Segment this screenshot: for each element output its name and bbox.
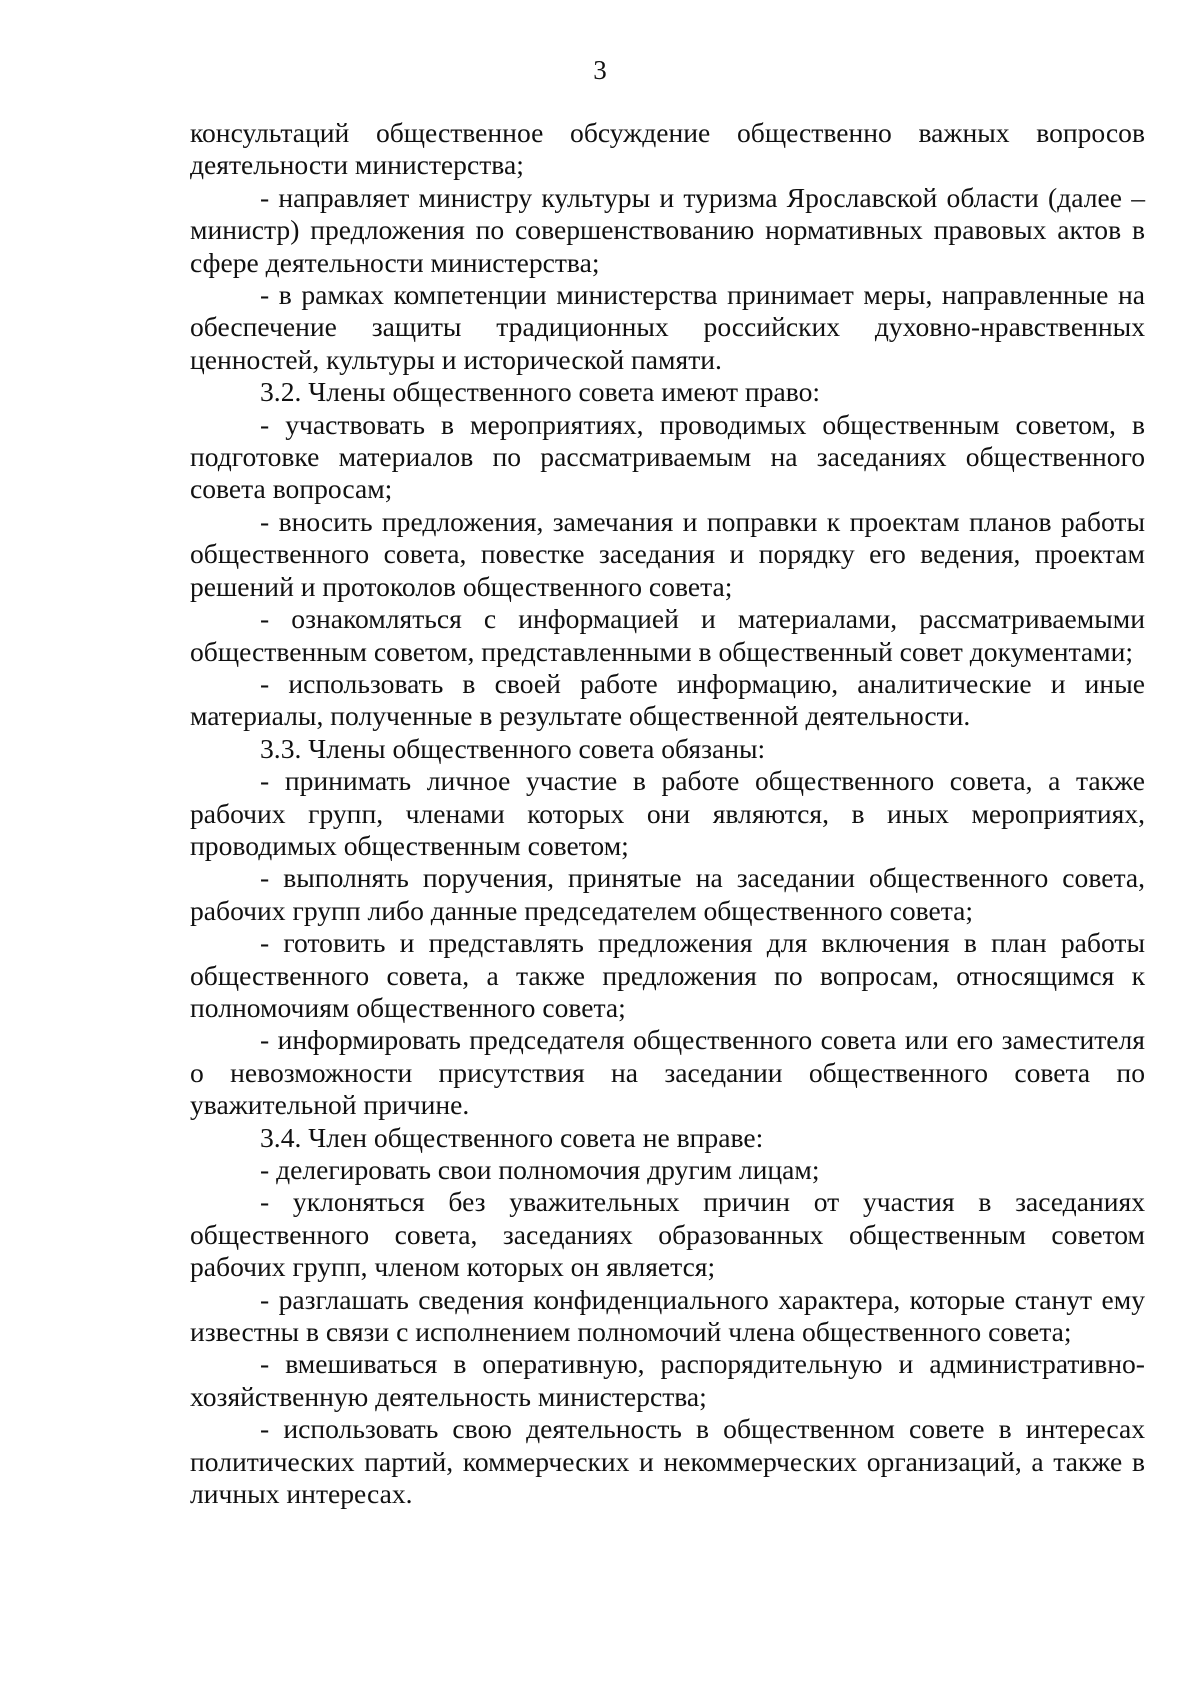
section-heading-3-2: 3.2. Члены общественного совета имеют право: (260, 376, 821, 408)
paragraph-item: - вносить предложения, замечания и поправки к проектам планов работы общественного совета, повестке заседания и порядку его ведения, проектам решений и протоколов общественного совета; (190, 505, 1145, 602)
paragraph-item: - в рамках компетенции министерства принимает меры, направленные на обеспечение защиты традиционных российских духовно-нравственных ценностей, культуры и исторической памяти. (190, 279, 1145, 375)
paragraph-item: - готовить и представлять предложения для включения в план работы общественного совета, а также предложения по вопросам, относящимся к полномочиям общественного совета; (190, 927, 1145, 1023)
paragraph-item: - вмешиваться в оперативную, распорядительную и административно-хозяйственную деятельность министерства; (190, 1348, 1145, 1412)
paragraph-item: - разглашать сведения конфиденциального характера, которые станут ему известны в связи с исполнением полномочий члена общественного совета; (190, 1283, 1145, 1348)
paragraph-item: - направляет министру культуры и туризма Ярославской области (далее – министр) предложения по совершенствованию нормативных правовых актов в сфере деятельности министерства; (190, 181, 1145, 278)
paragraph-item: - участвовать в мероприятиях, проводимых общественным советом, в подготовке материалов по рассматриваемым на заседаниях общественного совета вопросам; (190, 408, 1145, 505)
paragraph-item: - ознакомляться с информацией и материалами, рассматриваемыми общественным советом, представленными в общественный совет документами; (190, 603, 1145, 667)
paragraph-item: - принимать личное участие в работе общественного совета, а также рабочих групп, членами которых они являются, в иных мероприятиях, проводимых общественным советом; (190, 765, 1145, 861)
paragraph-item: - использовать в своей работе информацию, аналитические и иные материалы, полученные в результате общественной деятельности. (190, 667, 1145, 732)
paragraph-continuation: консультаций общественное обсуждение общественно важных вопросов деятельности министерства; (190, 117, 1145, 181)
paragraph-item: - делегировать свои полномочия другим лицам; (260, 1154, 820, 1185)
paragraph-item: - информировать председателя общественного совета или его заместителя о невозможности присутствия на заседании общественного совета по уважительной причине. (190, 1024, 1145, 1121)
document-body (190, 117, 1145, 1510)
section-heading-3-4: 3.4. Член общественного совета не вправе: (260, 1121, 764, 1153)
paragraph-item: - уклоняться без уважительных причин от участия в заседаниях общественного совета, заседаниях образованных общественным советом рабочих групп, членом которых он является; (190, 1186, 1145, 1283)
page-number: 3 (593, 55, 607, 85)
section-heading-3-3: 3.3. Члены общественного совета обязаны: (260, 732, 766, 764)
paragraph-item: - использовать свою деятельность в общественном совете в интересах политических партий, коммерческих и некоммерческих организаций, а также в личных интересах. (190, 1413, 1145, 1510)
paragraph-item: - выполнять поручения, принятые на заседании общественного совета, рабочих групп либо данные председателем общественного совета; (190, 862, 1145, 926)
